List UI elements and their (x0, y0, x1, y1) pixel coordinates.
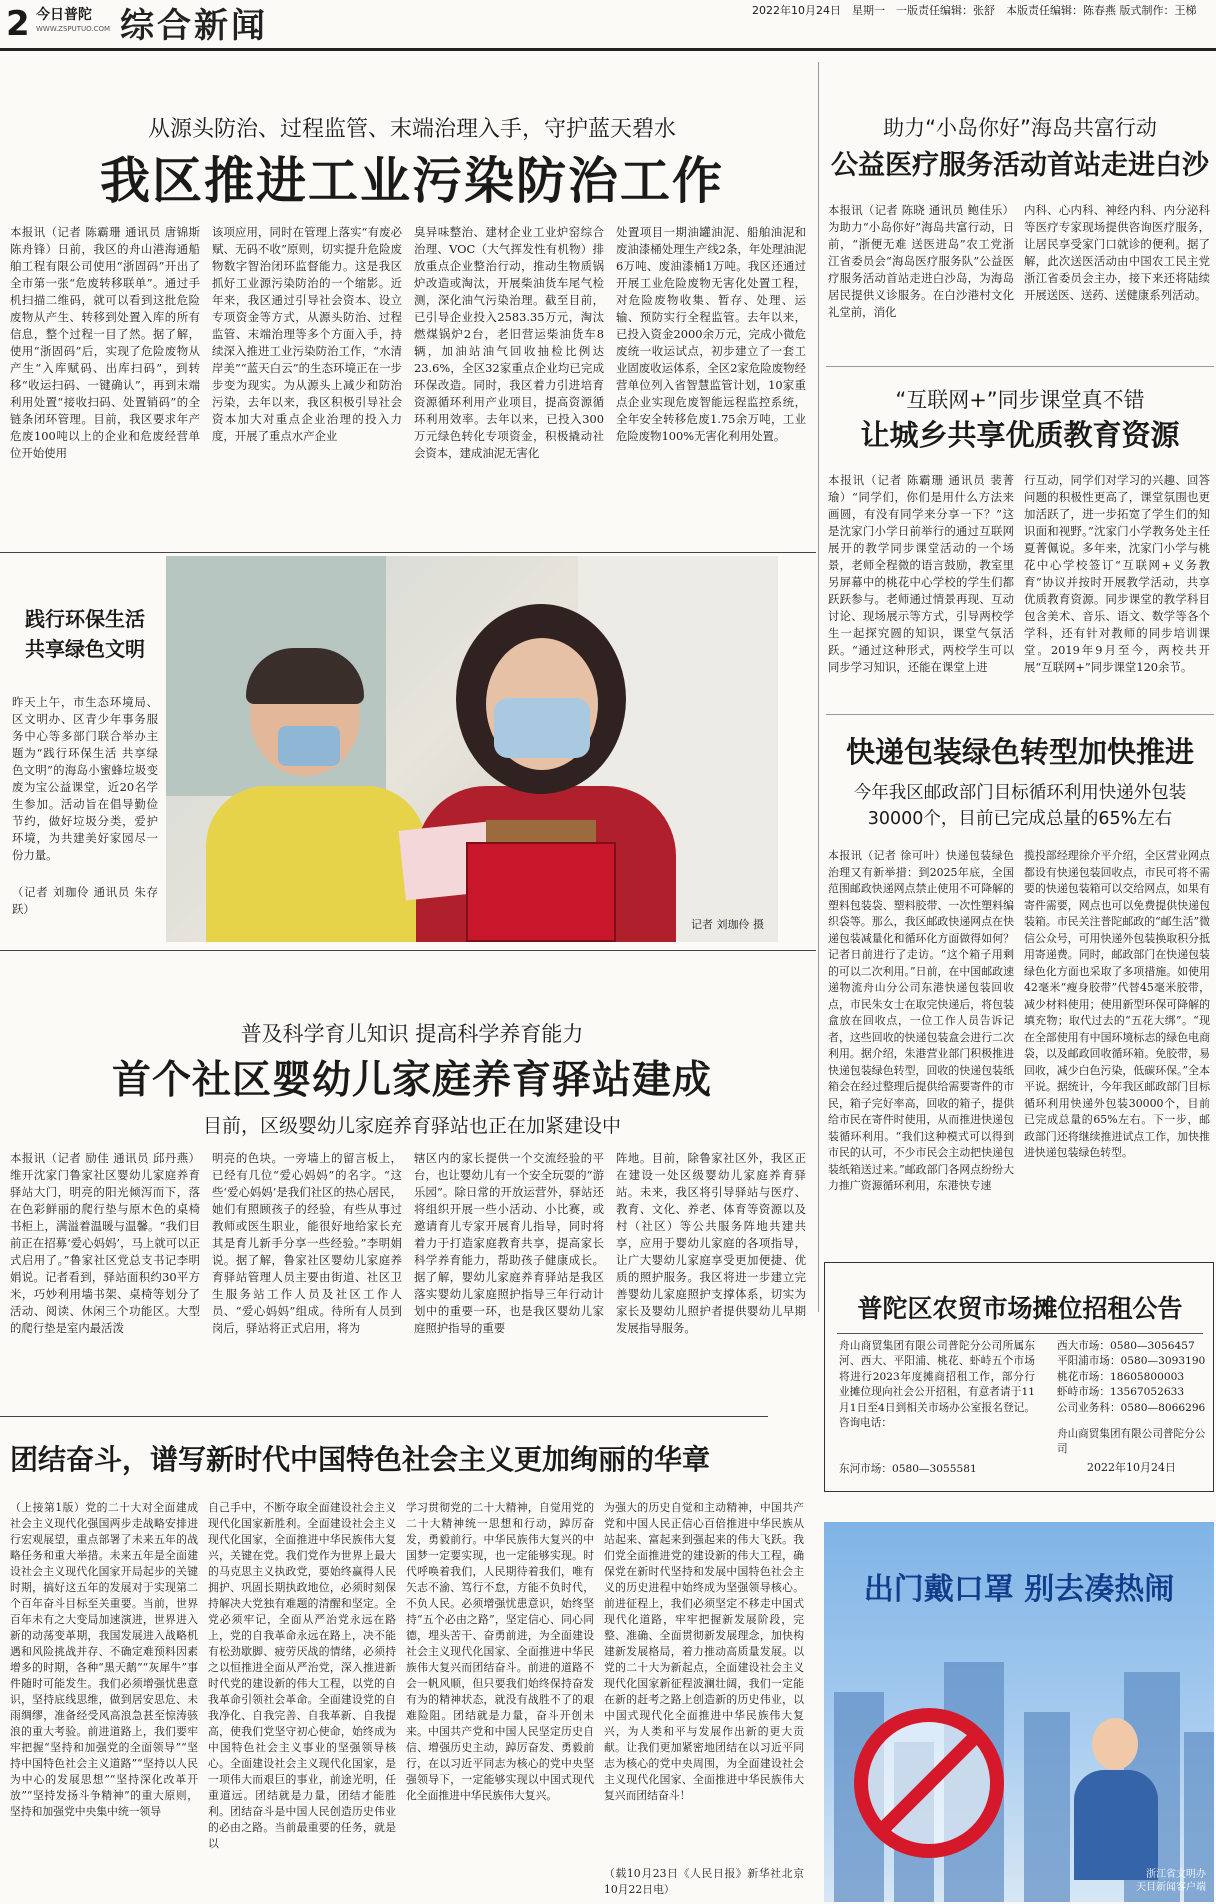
story7-column-1: （上接第1版）党的二十大对全面建成社会主义现代化强国两步走战略安排进行宏观展望，重点部署了未来五年的战略任务和重大举措。未来五年是全面建设社会主义现代化国家开局起步的关键时期，搞好这五年的发展对于实现第二个百年奋斗目标至关重要。当前，世界百年未有之大变局加速演进，世界进入新的动荡变革期，我国发展进入战略机遇和风险挑战并存、不确定难预料因素增多的时期，各种“黑天鹅”“灰犀牛”事件随时可能发生。我们必须增强忧患意识，坚持底线思维，做到居安思危、未雨绸缪，准备经受风高浪急甚至惊涛骇浪的重大考验。前进道路上，我们要牢牢把握“坚持和加强党的全面领导”“坚持中国特色社会主义道路”“坚持以人民为中心的发展思想”“坚持深化改革开放”“坚持发扬斗争精神”的重大原则，坚持和加强党中央集中统一领导 (10, 1501, 198, 1818)
divider-rule (826, 366, 1214, 367)
story2-headline: 公益医疗服务活动首站走进白沙 (831, 150, 1209, 181)
story7-column-2: 自己手中，不断夺取全面建设社会主义现代化国家新胜利。全面建设社会主义现代化国家，全面推进中华民族伟大复兴，关键在党。我们党作为世界上最大的马克思主义执政党，要始终赢得人民拥护、巩固长期执政地位，必须时刻保持解决大党独有难题的清醒和坚定。全党必须牢记，全面从严治党永远在路上，党的自我革命永远在路上，决不能有松劲歇脚、疲劳厌战的情绪，必须持之以恒推进全面从严治党，深入推进新时代党的建设新的伟大工程，以党的自我革命引领社会革命。全面建设党的自我净化、自我完善、自我革新、自我提高，使我们党坚守初心使命，始终成为中国特色社会主义事业的坚强领导核心。全面建设社会主义现代化国家，是一项伟大而艰巨的事业，前途光明，任重道远。团结就是力量，团结才能胜利。团结奋斗是中国人民创造历史伟业的必由之路。当前最重要的任务，就是以 (208, 1501, 396, 1850)
story4-column-2: 揽投部经理徐介平介绍，全区营业网点都设有快递包装回收点，市民可将不需要的快递包装箱可以交给网点，如果有寄件需要，网点也可以免费提供快递包装箱。市民关注普陀邮政的“邮生活”微信公众号，可用快递外包装换取积分抵用寄递费。同时，邮政部门在快递包装绿色化方面也采取了多项措施。如使用42毫米“瘦身胶带”代替45毫米胶带，减少材料使用；使用新型环保可降解的填充物；取代过去的“五花大绑”。“现在全部使用有中国环境标志的绿色电商袋，以及邮政回收循环箱。免胶带，易回收，减少白色污染，低碳环保。”全本平说。据统计，今年我区邮政部门目标循环利用快递外包装30000个，目前已完成总量的65%左右。下一步，邮政部门还将继续推进试点工作，加快推进快递包装绿色转型。 (1024, 849, 1210, 1159)
story2-column-1: 本报讯（记者 陈晓 通讯员 鲍佳乐）为助力“小岛你好”海岛共富行动，日前，“浙便无难 送医进岛”农工党浙江省委员会“海岛医疗服务队”公益医疗服务活动首站走进白沙岛，为海岛居民提供义诊服务。在白沙港村文化礼堂前，消化 (828, 203, 1014, 319)
photo-credit: 记者 刘珈伶 摄 (691, 918, 764, 931)
contact-line: 虾峙市场：13567052633 (1057, 1386, 1185, 1399)
divider-rule (0, 950, 816, 951)
story4-column-1: 本报讯（记者 徐可叶）快递包装绿色治理又有新举措：到2025年底，全国范围邮政快递网点禁止使用不可降解的塑料包装袋、塑料胶带、一次性塑料编织袋等。那么，我区邮政快递网点在快递包装减量化和循环化方面做得如何？记者日前进行了走访。“这个箱子用剩的可以二次利用。”日前，在中国邮政速递物流舟山分公司东港快递包装回收点，市民朱女士在取完快递后，将包装盒放在回收点，一位工作人员告诉记者，这些回收的快递包装盒会进行二次利用。据介绍，朱港营业部门积极推进快递包装绿色转型，回收的快递包装纸箱会在经过整理后提供给需要寄件的市民，箱子完好率高，回收的箱子，提供给市民在寄件时使用，从而推进快递包装循环利用。“我们这种模式可以得到市民的认可，不少市民会主动把快递包装纸箱送过来。”邮政部门各网点纷纷大力推广资源循环利用，东港快专速 (828, 849, 1014, 1192)
story6-column-4: 阵地。目前，除鲁家社区外，我区正在建设一处区级婴幼儿家庭养育驿站。未来，我区将引导驿站与医疗、教育、文化、养老、体育等资源以及村（社区）等公共服务阵地共建共享，应用于婴幼儿家庭的各项指导，让广大婴幼儿家庭享受更加便捷、优质的照护服务。我区将进一步建立完善婴幼儿家庭照护支撑体系，切实为家长及婴幼儿照护者提供婴幼儿早期发展指导服务。 (616, 1151, 806, 1335)
contact-line: 西大市场：0580—3056457 (1057, 1340, 1195, 1352)
story4-headline: 快递包装绿色转型加快推进 (845, 735, 1194, 769)
story7-column-3: 学习贯彻党的二十大精神，自觉用党的二十大精神统一思想和行动，踔厉奋发，勇毅前行。中华民族伟大复兴的中国梦一定要实现，也一定能够实现。时代呼唤着我们，人民期待着我们，唯有矢志不渝、笃行不怠，方能不负时代，不负人民。必须增强忧患意识，始终坚持“五个必由之路”，坚定信心、同心同德，埋头苦干、奋勇前进，为全面建设社会主义现代化国家、全面推进中华民族伟大复兴而团结奋斗。前进的道路不会一帆风顺，但只要我们始终保持奋发有为的精神状态，就没有战胜不了的艰难险阻。团结就是力量，奋斗开创未来。中国共产党和中国人民坚定历史自信、增强历史主动，踔厉奋发、勇毅前行，在以习近平同志为核心的党中央坚强领导下，一定能够实现以中国式现代化全面推进中华民族伟大复兴。 (406, 1501, 594, 1802)
masthead (0, 0, 1216, 54)
divider-rule (0, 552, 816, 553)
story5-title-line1: 践行环保生活 (25, 607, 145, 631)
divider-rule (826, 714, 1214, 715)
story1-column-2: 该项应用，同时在管理上落实“有废必赋、无码不收”原则，切实提升危险废物数字智治闭环监督能力。这是我区抓好工业源污染防治的一个缩影。近年来，我区通过引导社会资本、设立专项资金等方式，从源头防治、过程监管、末端治理等多个方面入手，持续深入推进工业污染防治工作，“水清岸美”“蓝天白云”的生态环境正在一步步变为现实。为从源头上减少和防治污染，去年以来，我区积极引导社会资本加大对重点企业治理的投入力度，开展了重点水产企业 (212, 225, 402, 443)
notice-body: 舟山商贸集团有限公司普陀分公司所属东河、西大、平阳浦、桃花、虾峙五个市场将进行2023年度摊商招租工作，部分行业摊位现向社会公开招租，有意者请于11月1日至4日到相关市场办公室报名登记。咨询电话： (839, 1340, 1035, 1430)
story5-body: 昨天上午，市生态环境局、区文明办、区青少年事务服务中心等多部门联合举办主题为“践行环保生活 共享绿色文明”的海岛小蜜蜂垃圾变废为宝公益课堂，近20名学生参加。活动旨在倡导勤俭节约，做好垃圾分类，爱护环境，为共建美好家园尽一份力量。 (12, 695, 158, 862)
notice-dongxi-contact: 东河市场：0580—3055581 (839, 1463, 977, 1475)
notice-signature: 舟山商贸集团有限公司普陀分公司 (1057, 1428, 1206, 1456)
story1-column-1: 本报讯（记者 陈霸珊 通讯员 唐锦斯 陈舟锋）日前，我区的舟山港海通船舶工程有限公司使用“浙固码”开出了全市第一张“危废转移联单”。通过手机扫描二维码，就可以看到这批危险废物从产生、转移到处置入库的所有信息，整个过程一目了然。据了解，使用“浙固码”后，实现了危险废物从产生“入库赋码、出库扫码”，到转移“收运扫码、一键确认”，再到末端利用处置“接收扫码、处置销码”的全链条闭环管理。目前，我区要求年产危废100吨以上的企业和危废经营单位开始使用 (10, 225, 200, 460)
notice-title: 普陀区农贸市场摊位招租公告 (857, 1294, 1183, 1323)
story4-subhead: 今年我区邮政部门目标循环利用快递外包装30000个，目前已完成总量的65%左右 (853, 783, 1187, 829)
story2-kicker: 助力“小岛你好”海岛共富行动 (883, 116, 1157, 140)
story5-title (10, 604, 160, 664)
story2-column-2: 内科、心内科、神经内科、内分泌科等医疗专家现场提供咨询医疗服务，让居民享受家门口就诊的便利。据了解，此次送医活动由中国农工民主党浙江省委员会主办，接下来还将陆续开展送医、送药、送健康系列活动。 (1024, 203, 1210, 302)
story1-column-3: 臭异味整治、建材企业工业炉窑综合治理、VOC（大气挥发性有机物）排放重点企业整治行动，推动生物质锅炉改造或淘汰，开展柴油货车尾气检测，深化油气污染治理。截至目前，已引导企业投入2583.35万元，淘汰燃煤锅炉2台，老旧营运柴油货车8辆，加油站油气回收抽检比例达23.6%，全区32家重点企业均已完成环保改造。同时，我区着力引进培育资源循环利用产业项目，提高资源循环利用效率。去年以来，已投入300万元绿色转化专项资金，积极撬动社会资本，建成油泥无害化 (414, 225, 604, 460)
story6-subhead: 目前，区级婴幼儿家庭养育驿站也正在加紧建设中 (202, 1115, 621, 1137)
no-crowd-sign-icon (854, 1708, 1004, 1858)
story6-column-1: 本报讯（记者 励佳 通讯员 邱丹燕）维开沈家门鲁家社区婴幼儿家庭养育驿站大门，明亮的阳光倾泻而下，落在色彩鲜丽的爬行垫与原木色的桌椅书柜上，满溢着温暖与温馨。“我们目前正在招募‘爱心妈妈’，马上就可以正式启用了。”鲁家社区党总支书记李明娟说。记者看到，驿站面积约30平方米，巧妙利用墙书架、桌椅等划分了活动、阅读、休闲三个功能区。大型的爬行垫是室内最活泼 (10, 1151, 200, 1335)
newspaper-logo (36, 7, 111, 42)
poster-footer-line2: 天目新闻客户端 (1136, 1882, 1206, 1893)
logo-url: WWW.ZSPUTUO.COM (36, 25, 111, 33)
story5-title-line2: 共享绿色文明 (25, 637, 145, 661)
logo-brand: 今日普陀 (36, 7, 92, 23)
poster-footer-line1: 浙江省文明办 (1146, 1869, 1206, 1880)
story6-kicker: 普及科学育儿知识 提高科学养育能力 (240, 1022, 584, 1046)
person-figure-icon (1092, 1718, 1138, 1770)
story6-column-3: 辖区内的家长提供一个交流经验的平台，也让婴幼儿有一个安全玩耍的“游乐园”。除日常的开放运营外，驿站还将组织开展一些小活动、小比赛，或邀请育儿专家开展育儿指导，同时将着力于打造家庭教育共享，提高家长科学养育能力，帮助孩子健康成长。据了解，婴幼儿家庭养育驿站是我区落实婴幼儿家庭照护指导三年行动计划中的重要一环，也是我区婴幼儿家庭照护指导的重要 (414, 1151, 604, 1335)
contact-line: 桃花市场：18605800003 (1057, 1370, 1185, 1383)
page-number: 2 (6, 4, 30, 44)
masthead-rule (0, 48, 1216, 51)
story3-kicker: “互联网+”同步课堂真不错 (895, 388, 1145, 412)
story7-headline: 团结奋斗，谱写新时代中国特色社会主义更加绚丽的华章 (10, 1443, 711, 1476)
story5-byline: （记者 刘珈伶 通讯员 朱存跃） (12, 885, 158, 916)
notice-date: 2022年10月24日 (1087, 1461, 1176, 1474)
story1-column-4: 处置项目一期油罐油泥、船舶油泥和废油漆桶处理生产线2条，年处理油泥6万吨、废油漆桶1万吨。我区还通过开展工业危险废物无害化处置工程，对危险废物收集、暂存、处理、运输、预防实行全程监管。去年以来，已投入资金2000余万元，完成小微危废统一收运试点，初步建立了一套工业固废收运体系，全区2家危险废物经营单位列入省智慧监管计划，10家重点企业实现危废智能远程监控系统，全年安全转移危废1.75余万吨，工业危险废物100%无害化利用处置。 (616, 225, 806, 443)
story6-headline: 首个社区婴幼儿家庭养育驿站建成 (111, 1058, 712, 1103)
contact-line: 公司业务科：0580—8066296 (1057, 1401, 1206, 1414)
story6-column-2: 明亮的色块。一旁墙上的留言板上，已经有几位“爱心妈妈”的名字。“这些‘爱心妈妈’是我们社区的热心居民，她们有照顾孩子的经验，有些从事过教师或医生职业，能很好地给家长充其是育儿新手分享一些经验。”李明娟说。据了解，鲁家社区婴幼儿家庭养育驿站管理人员主要由街道、社区卫生服务站工作人员及社区工作人员、“爱心妈妈”组成。待所有人员到岗后，驿站将正式启用，将为 (212, 1151, 402, 1335)
notice-contacts (1057, 1339, 1207, 1416)
notice-box (824, 1262, 1214, 1492)
dateline: 2022年10月24日 星期一 一版责任编辑：张舒 本版责任编辑：陈春燕 版式制作：王梯 (752, 4, 1197, 17)
poster-footer (1136, 1868, 1206, 1894)
story7-column-4: 为强大的历史自觉和主动精神，中国共产党和中国人民正信心百倍推进中华民族从站起来、富起来到强起来的伟大飞跃。我们党全面推进党的建设新的伟大工程，确保党在新时代坚持和发展中国特色社会主义的历史进程中始终成为坚强领导核心。前进征程上，我们必须坚定不移走中国式现代化道路，牢牢把握新发展阶段，完整、准确、全面贯彻新发展理念，加快构建新发展格局，着力推动高质量发展。以党的二十大为新起点，全面建设社会主义现代化国家新征程波澜壮阔，我们一定能在新的赶考之路上创造新的历史伟业，以中国式现代化全面推进中华民族伟大复兴，为人类和平与发展作出新的更大贡献。让我们更加紧密地团结在以习近平同志为核心的党中央周围，为全面建设社会主义现代化国家、全面推进中华民族伟大复兴而团结奋斗！ (604, 1501, 804, 1802)
psa-poster (824, 1522, 1214, 1902)
story3-column-2: 行互动，同学们对学习的兴趣、回答问题的积极性更高了，课堂氛围也更加活跃了，进一步拓宽了学生们的知识面和视野。”沈家门小学教务处主任夏菁佩说。多年来，沈家门小学与桃花中心学校签订“互联网+义务教育”协议并按时开展教学活动，共享优质教育资源。同步课堂的教学科目包含美术、音乐、语文、数学等各个学科，还有针对教师的同步培训课堂。2019年9月至今，两校共开展“互联网+”同步课堂120余节。 (1024, 473, 1210, 674)
story3-column-1: 本报讯（记者 陈霸珊 通讯员 裴菁瑜）“同学们，你们是用什么方法来画圆，有没有同学来分享一下？”这是沈家门小学日前举行的通过互联网展开的教学同步课堂活动的一个场景，老师全程微的语言鼓励，教室里另屏幕中的桃花中心学校的学生们都跃跃参与。老师通过情景再现、互动讨论、现场展示等方式，引导两校学生一起探究圆的知识，课堂气氛活跃。“通过这种形式，两校学生可以同步学习知识，还能在课堂上进 (828, 473, 1014, 674)
story3-headline: 让城乡共享优质教育资源 (860, 418, 1180, 452)
story1-headline: 我区推进工业污染防治工作 (100, 152, 724, 210)
column-divider (818, 62, 819, 1312)
story1-kicker: 从源头防治、过程监管、末端治理入手，守护蓝天碧水 (147, 117, 676, 142)
poster-title: 出门戴口罩 别去凑热闹 (863, 1572, 1175, 1607)
section-title: 综合新闻 (120, 6, 268, 46)
news-photo (166, 556, 778, 942)
contact-line: 平阳浦市场：0580—3093190 (1057, 1355, 1206, 1368)
divider-rule (0, 1416, 768, 1417)
story7-source: （载10月23日《人民日报》新华社北京10月22日电） (604, 1867, 804, 1896)
